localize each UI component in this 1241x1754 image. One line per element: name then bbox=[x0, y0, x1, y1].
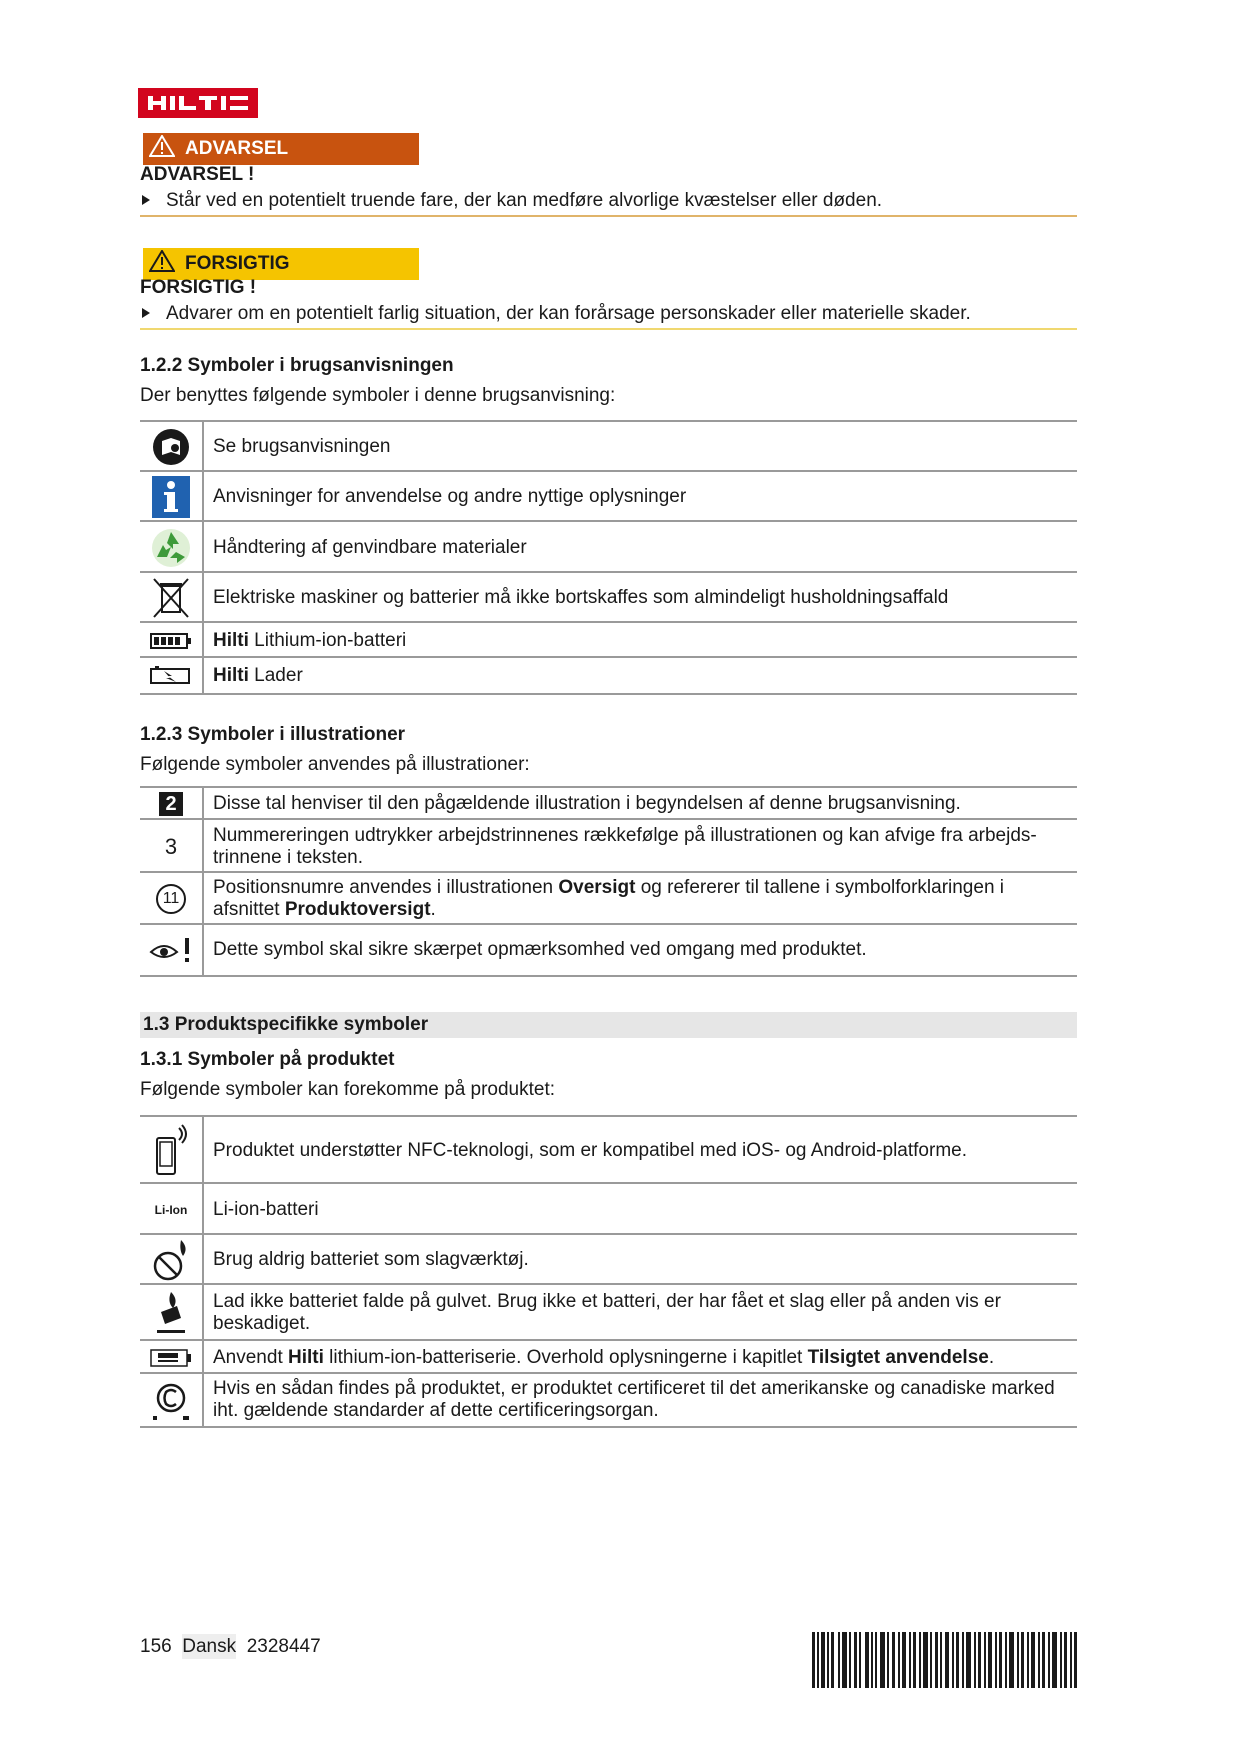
table-cell: Produktet understøtter NFC-teknologi, som er kompatibel med iOS- og Android-platforme. bbox=[213, 1139, 967, 1161]
table-row bbox=[140, 818, 1077, 873]
caution-text: Advarer om en potentielt farlig situation, der kan forårsage personskader eller materielle skader. bbox=[140, 303, 971, 325]
page-number: 156 bbox=[140, 1636, 172, 1657]
table-cell: Anvendt Hilti lithium-ion-batteriserie. Overhold oplysningerne i kapitlet Tilsigtet anvendelse. bbox=[213, 1346, 995, 1368]
section-intro: Følgende symboler kan forekomme på produktet: bbox=[140, 1079, 556, 1100]
manual-book-icon bbox=[140, 422, 204, 472]
footer-language: Dansk bbox=[182, 1636, 237, 1657]
table-cell: Brug aldrig batteriet som slagværktøj. bbox=[213, 1249, 529, 1270]
table-row bbox=[140, 571, 1077, 623]
divider bbox=[140, 215, 1077, 217]
crossed-bin-icon bbox=[140, 573, 204, 623]
position-number-icon: 11 bbox=[140, 873, 204, 925]
table-row bbox=[140, 1233, 1077, 1285]
table-cell: Lad ikke batteriet falde på gulvet. Brug ikke et batteri, der har fået et slag eller på anden vis er beskadiget. bbox=[213, 1291, 1001, 1334]
table-cell: Disse tal henviser til den pågældende illustration i begyndelsen af denne brugsanvisning. bbox=[213, 793, 961, 814]
table-row bbox=[140, 470, 1077, 522]
table-row bbox=[140, 520, 1077, 573]
step-number-icon: 3 bbox=[140, 820, 204, 873]
table-row bbox=[140, 621, 1077, 658]
recycle-icon bbox=[140, 522, 204, 573]
warning-text: Står ved en potentielt truende fare, der kan medføre alvorlige kvæstelser eller døden. bbox=[140, 190, 882, 212]
info-icon bbox=[140, 472, 204, 522]
table-cell: Anvisninger for anvendelse og andre nyttige oplysninger bbox=[213, 486, 687, 507]
table-cell: Hilti Lithium-ion-batteri bbox=[213, 629, 407, 651]
table-cell: Dette symbol skal sikre skærpet opmærksomhed ved omgang med produktet. bbox=[213, 939, 867, 960]
table-cell: Se brugsanvisningen bbox=[213, 436, 391, 457]
page-footer bbox=[140, 1636, 321, 1658]
caution-title: FORSIGTIG ! bbox=[140, 277, 257, 298]
table-row bbox=[140, 1115, 1077, 1184]
section-heading-1-2-3: 1.2.3 Symboler i illustrationer bbox=[140, 724, 406, 745]
no-drop-battery-icon bbox=[140, 1285, 204, 1341]
table-row bbox=[140, 786, 1077, 820]
li-ion-icon: Li-Ion bbox=[140, 1184, 204, 1235]
figure-number-icon: 2 bbox=[140, 788, 204, 820]
table-row bbox=[140, 1339, 1077, 1374]
table-row bbox=[140, 420, 1077, 472]
section-intro: Følgende symboler anvendes på illustrationer: bbox=[140, 754, 530, 775]
table-row bbox=[140, 656, 1077, 695]
no-hammer-battery-icon bbox=[140, 1235, 204, 1285]
section-heading-1-2-2: 1.2.2 Symboler i brugsanvisningen bbox=[140, 355, 454, 376]
barcode-image bbox=[812, 1632, 1077, 1688]
table-cell: Elektriske maskiner og batterier må ikke bortskaffes som almindeligt husholdningsaffald bbox=[213, 587, 949, 608]
table-row bbox=[140, 1182, 1077, 1235]
table-cell: Hilti Lader bbox=[213, 664, 303, 686]
section-heading-1-3: 1.3 Produktspecifikke symboler bbox=[140, 1012, 1077, 1038]
section-intro: Der benyttes følgende symboler i denne brugsanvisning: bbox=[140, 385, 616, 406]
table-row bbox=[140, 923, 1077, 977]
caution-banner-label: FORSIGTIG bbox=[185, 253, 290, 274]
table-cell: Li-ion-batteri bbox=[213, 1198, 319, 1220]
eye-attention-icon bbox=[140, 925, 204, 975]
csa-certification-icon bbox=[140, 1374, 204, 1426]
warning-title: ADVARSEL ! bbox=[140, 164, 255, 185]
section-heading-1-3-1: 1.3.1 Symboler på produktet bbox=[140, 1049, 395, 1070]
table-cell: Positionsnumre anvendes i illustrationen Oversigt og refererer til tallene i symbolforklaringen i afsnittet Produktoversigt. bbox=[213, 877, 1005, 920]
caution-triangle-icon bbox=[149, 250, 175, 278]
doc-number: 2328447 bbox=[246, 1636, 321, 1657]
divider bbox=[140, 328, 1077, 330]
hilti-logo bbox=[138, 88, 258, 118]
warning-banner-label: ADVARSEL bbox=[185, 138, 289, 159]
table-row bbox=[140, 1283, 1077, 1341]
warning-triangle-icon bbox=[149, 135, 175, 163]
warning-banner bbox=[143, 133, 419, 165]
charger-icon bbox=[140, 658, 204, 693]
table-row bbox=[140, 871, 1077, 925]
table-row bbox=[140, 1372, 1077, 1428]
caution-banner bbox=[143, 248, 419, 280]
table-cell: Håndtering af genvindbare materialer bbox=[213, 536, 527, 558]
nfc-phone-icon bbox=[140, 1117, 204, 1184]
table-cell: Hvis en sådan findes på produktet, er produktet certificeret til det amerikanske og canadiske marked iht. gældende standarder af dette certificeringsorgan. bbox=[213, 1378, 1055, 1421]
battery-icon bbox=[140, 623, 204, 658]
table-cell: Nummereringen udtrykker arbejdstrinnenes rækkefølge på illustrationen og kan afvige fra arbejds-trinnene i teksten. bbox=[213, 824, 1037, 868]
hilti-battery-series-icon bbox=[140, 1341, 204, 1374]
